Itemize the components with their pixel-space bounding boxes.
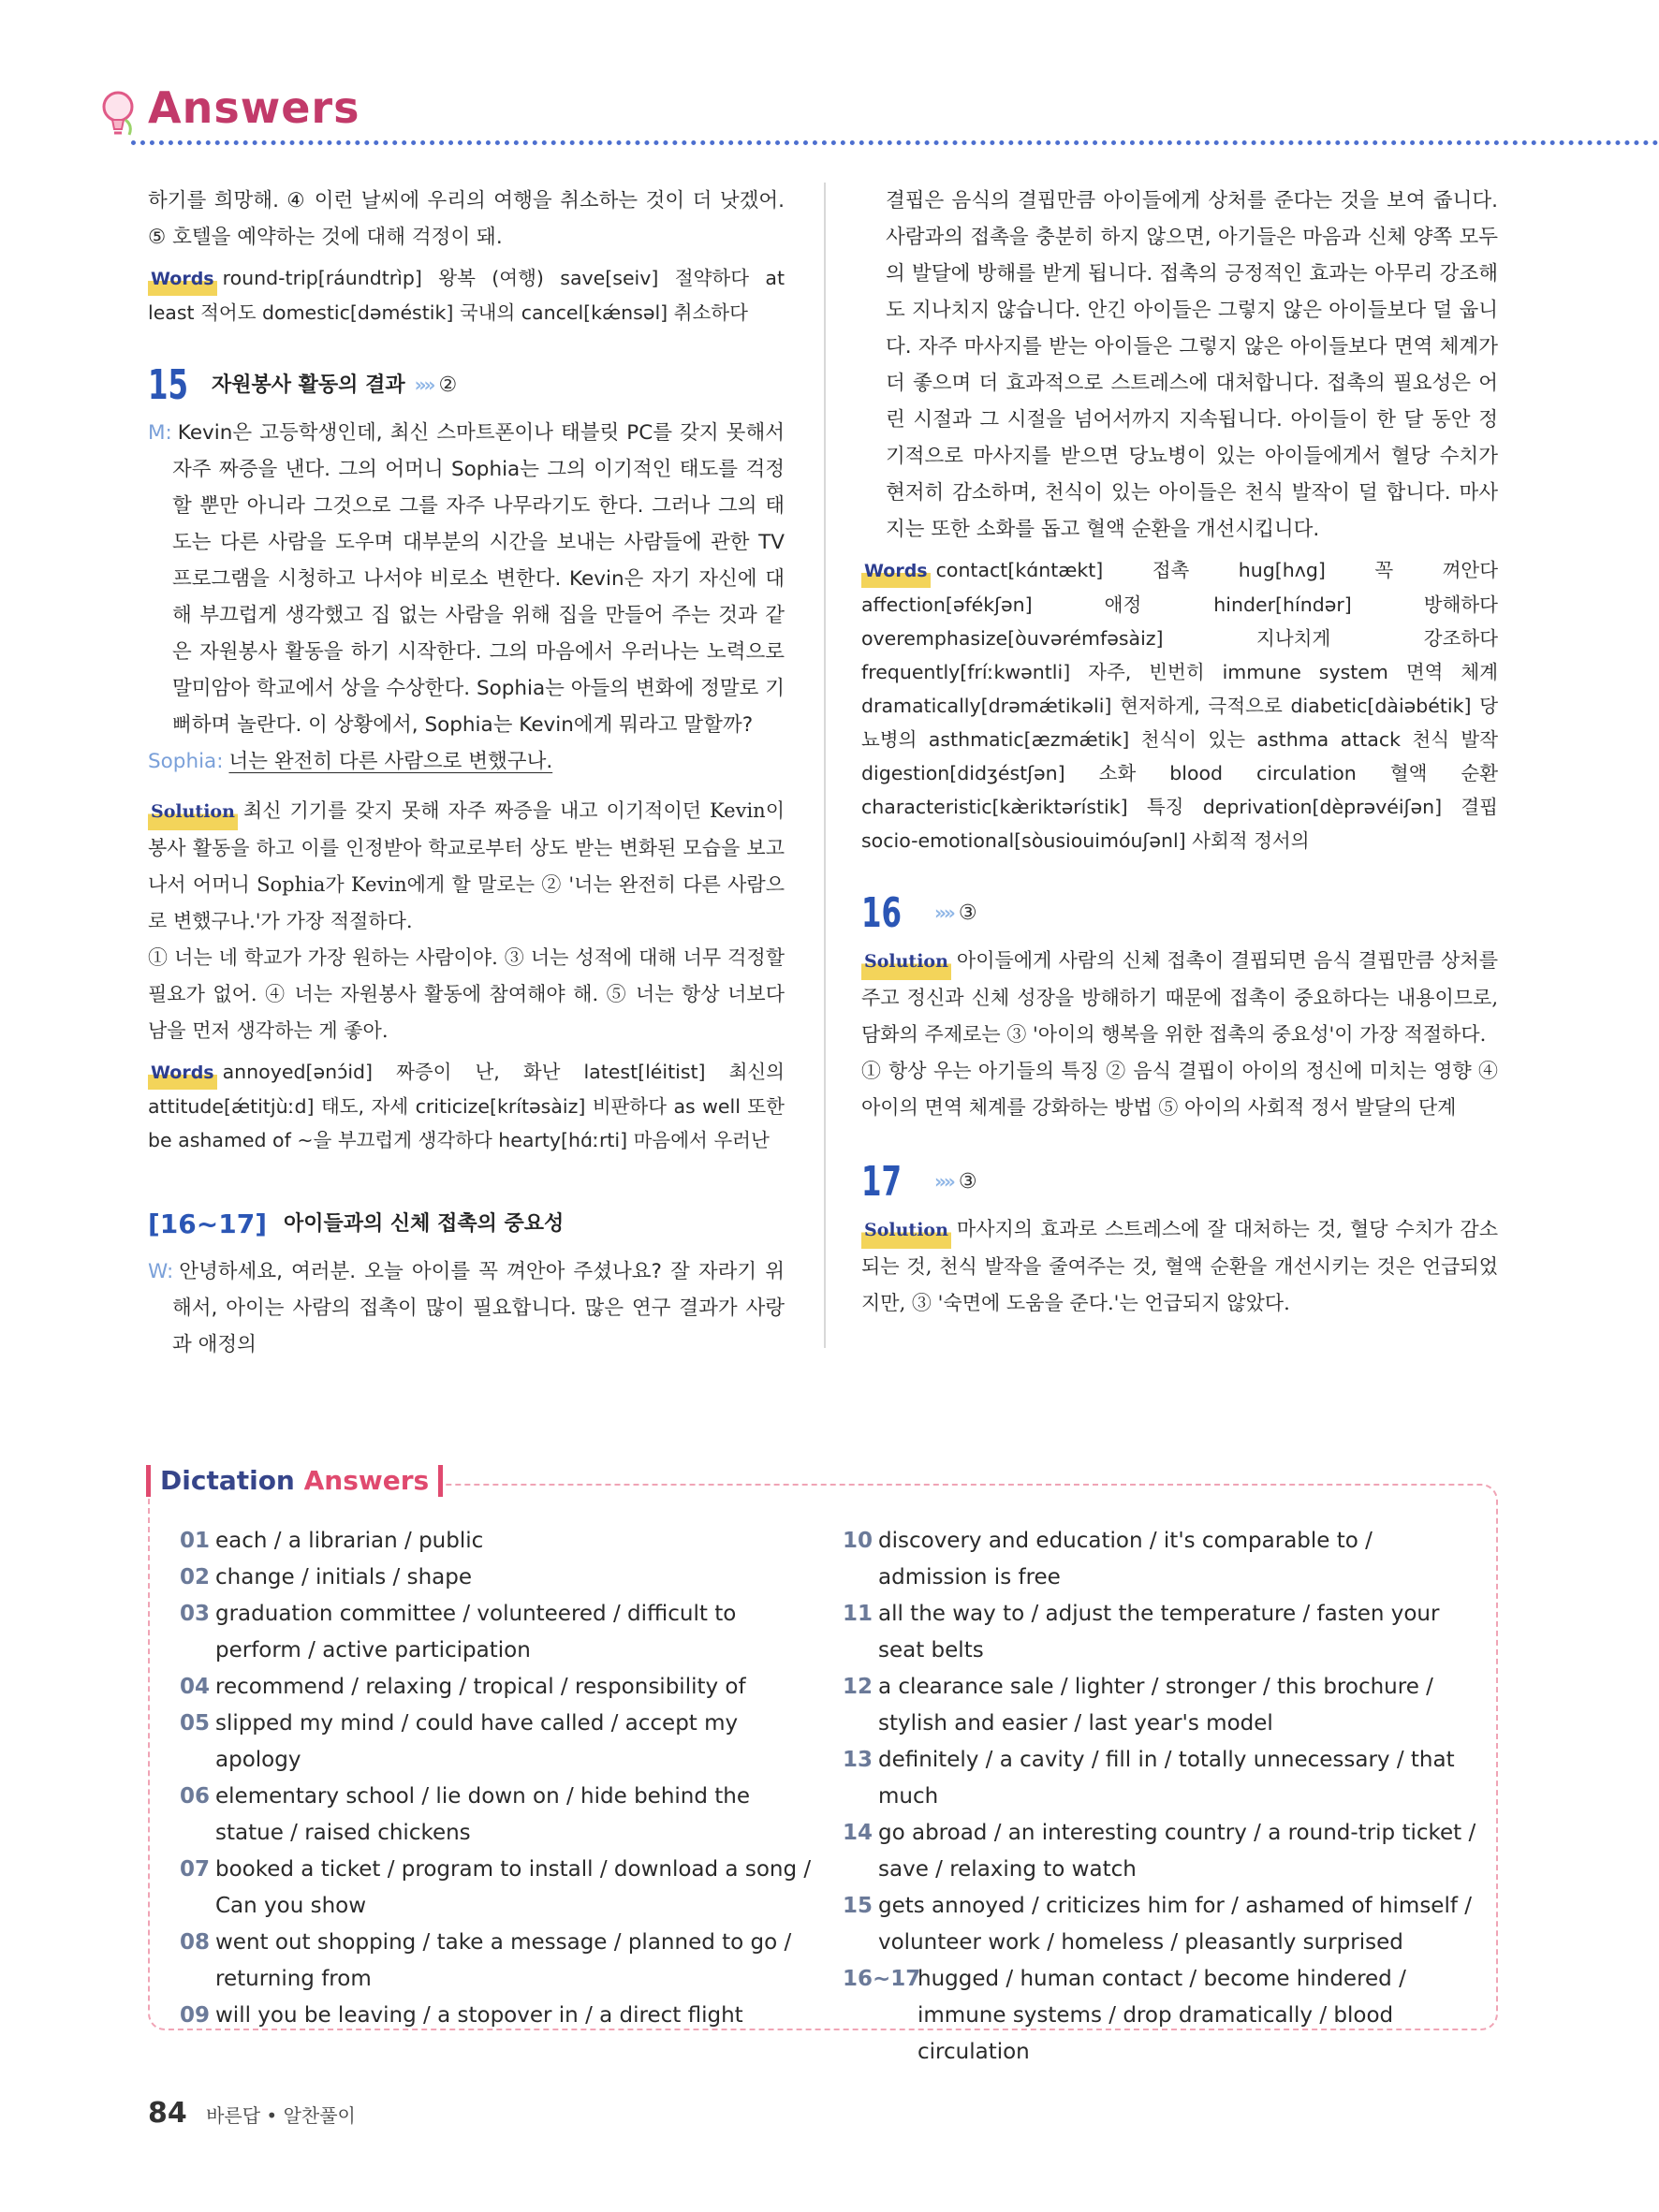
words-text: round-trip[ráundtrìp] 왕복 (여행) save[seiv] 절약하다 at least 적어도 domestic[dəméstik] 국내의 cancel[kǽnsəl] 취소하다 bbox=[148, 267, 785, 324]
question-number: 16 bbox=[861, 889, 902, 937]
dictation-item bbox=[843, 1961, 1479, 2071]
item-number: 12 bbox=[843, 1675, 874, 1699]
script-continued: 결핍은 음식의 결핍만큼 아이들에게 상처를 준다는 것을 보여 줍니다. 사람과의 접촉을 충분히 하지 않으면, 아기들은 마음과 신체 양쪽 모두의 발달에 방해를 받게 됩니다. 접촉의 긍정적인 효과는 아무리 강조해도 지나치지 않습니다. 안긴 아이들은 그렇지 않은 아이들보다 덜 웁니다. 자주 마사지를 받는 아이들은 그렇지 않은 아이들보다 면역 체계가 더 좋으며 더 효과적으로 스트레스에 대처합니다. 접촉의 필요성은 어린 시절과 그 시절을 넘어서까지 지속됩니다. 아이들이 한 달 동안 정기적으로 마사지를 받으면 당뇨병이 있는 아이들에게서 혈당 수치가 현저히 감소하며, 천식이 있는 아이들은 천식 발작이 덜 합니다. 마사지는 또한 소화를 돕고 혈액 순환을 개선시킵니다. bbox=[886, 189, 1498, 541]
item-number: 16~17 bbox=[843, 1967, 921, 1991]
item-number: 05 bbox=[180, 1711, 211, 1736]
speaker-label: Sophia: bbox=[148, 750, 224, 773]
item-text: discovery and education / it's comparable to / admission is free bbox=[878, 1529, 1373, 1589]
words-label: Words bbox=[861, 554, 931, 588]
item-text: will you be leaving / a stopover in / a direct flight bbox=[215, 2003, 743, 2028]
item-number: 13 bbox=[843, 1748, 874, 1772]
item-text: booked a ticket / program to install / download a song / Can you show bbox=[215, 1857, 812, 1918]
item-number: 03 bbox=[180, 1602, 211, 1626]
question-17-header bbox=[861, 1158, 1498, 1206]
page-footer bbox=[148, 2097, 356, 2130]
page-header bbox=[94, 82, 1659, 157]
solution-text: 마사지의 효과로 스트레스에 잘 대처하는 것, 혈당 수치가 감소되는 것, 천식 발작을 줄여주는 것, 혈액 순환을 개선시키는 것은 언급되었지만, ③ '숙면에 도움을 준다.'는 언급되지 않았다. bbox=[861, 1218, 1498, 1314]
solution-17 bbox=[861, 1211, 1498, 1322]
dictation-item bbox=[180, 1779, 816, 1852]
page-title: Answers bbox=[148, 82, 360, 133]
dictation-item bbox=[180, 1560, 816, 1596]
question-title: 자원봉사 활동의 결과 bbox=[212, 374, 405, 397]
answer-line: 너는 완전히 다른 사람으로 변했구나. bbox=[228, 750, 553, 773]
item-number: 09 bbox=[180, 2003, 211, 2028]
item-number: 07 bbox=[180, 1857, 211, 1882]
dictation-item bbox=[180, 1596, 816, 1669]
item-text: change / initials / shape bbox=[215, 1565, 473, 1589]
item-number: 11 bbox=[843, 1602, 874, 1626]
script-man bbox=[148, 415, 785, 743]
item-text: each / a librarian / public bbox=[215, 1529, 484, 1553]
question-15-header bbox=[148, 361, 785, 409]
dictation-left-column bbox=[180, 1523, 816, 2034]
dictation-item bbox=[843, 1888, 1479, 1961]
words-block-15 bbox=[148, 1055, 785, 1157]
question-answer: ③ bbox=[958, 1170, 977, 1194]
footer-label: 바른답 • 알찬풀이 bbox=[206, 2104, 356, 2127]
item-number: 06 bbox=[180, 1784, 211, 1809]
words-text: contact[kɑ́ntækt] 접촉 hug[hʌg] 꼭 껴안다 affection[əfékʃən] 애정 hinder[híndər] 방해하다 overemphasize[òuvərémfəsàiz] 지나치게 강조하다 frequently[fríːkwəntli] 자주, 빈번히 immune system 면역 체계 dramatically[drəmǽtikəli] 현저하게, 극적으로 diabetic[dàiəbétik] 당뇨병의 asthmatic[æzmǽtik] 천식이 있는 asthma attack 천식 발작 digestion[didʒéstʃən] 소화 blood circulation 혈액 순환 characteristic[kæ̀riktərístik] 특징 deprivation[dèprəvéiʃən] 결핍 socio-emotional[sòusiouimóuʃənl] 사회적 정서의 bbox=[861, 559, 1498, 852]
words-block-1617 bbox=[861, 553, 1498, 857]
question-1617-header bbox=[148, 1206, 785, 1242]
speaker-label: W: bbox=[148, 1260, 174, 1283]
left-column bbox=[148, 183, 785, 1363]
dictation-item bbox=[180, 1925, 816, 1998]
dictation-title bbox=[146, 1465, 443, 1497]
item-number: 04 bbox=[180, 1675, 211, 1699]
question-answer: ③ bbox=[958, 901, 977, 925]
dictation-item bbox=[843, 1596, 1479, 1669]
solution-text: 최신 기기를 갖지 못해 자주 짜증을 내고 이기적이던 Kevin이 봉사 활동을 하고 이를 인정받아 학교로부터 상도 받는 변화된 모습을 보고 나서 어머니 Sophia가 Kevin에게 할 말로는 ② '너는 완전히 다른 사람으로 변했구나.'가 가장 적절하다. bbox=[148, 799, 785, 932]
column-divider bbox=[824, 183, 826, 1348]
solution-label: Solution bbox=[861, 1212, 951, 1249]
question-16-header bbox=[861, 889, 1498, 937]
dictation-item bbox=[180, 1669, 816, 1706]
question-number: 17 bbox=[861, 1158, 902, 1206]
solution-text: 아이들에게 사람의 신체 접촉이 결핍되면 음식 결핍만큼 상처를 주고 정신과 신체 성장을 방해하기 때문에 접촉이 중요하다는 내용이므로, 담화의 주제로는 ③ '아이의 행복을 위한 접촉의 중요성'이 가장 적절하다. bbox=[861, 949, 1498, 1046]
header-dotted-rule bbox=[131, 140, 1659, 145]
left-intro-text: 하기를 희망해. ④ 이런 날씨에 우리의 여행을 취소하는 것이 더 낫겠어. ⑤ 호텔을 예약하는 것에 대해 걱정이 돼. bbox=[148, 189, 785, 249]
question-answer: ② bbox=[438, 374, 458, 397]
dictation-title-b: Answers bbox=[303, 1465, 430, 1496]
words-block-14 bbox=[148, 261, 785, 330]
item-number: 14 bbox=[843, 1821, 874, 1845]
item-text: elementary school / lie down on / hide behind the statue / raised chickens bbox=[215, 1784, 751, 1845]
item-text: hugged / human contact / become hindered / immune systems / drop dramatically / blood circulation bbox=[918, 1967, 1406, 2064]
dictation-right-column bbox=[843, 1523, 1479, 2071]
options-15: ① 너는 네 학교가 가장 원하는 사람이야. ③ 너는 성적에 대해 너무 걱정할 필요가 없어. ④ 너는 자원봉사 활동에 참여해야 해. ⑤ 너는 항상 너보다 남을 먼저 생각하는 게 좋아. bbox=[148, 946, 785, 1042]
solution-15 bbox=[148, 793, 785, 940]
options-16: ① 항상 우는 아기들의 특징 ② 음식 결핍이 아이의 정신에 미치는 영향 ④ 아이의 면역 체계를 강화하는 방법 ⑤ 아이의 사회적 정서 발달의 단계 bbox=[861, 1060, 1498, 1119]
script-text: 안녕하세요, 여러분. 오늘 아이를 꼭 껴안아 주셨나요? 잘 자라기 위해서, 아이는 사람의 접촉이 많이 필요합니다. 많은 연구 결과가 사랑과 애정의 bbox=[172, 1260, 785, 1356]
item-text: definitely / a cavity / fill in / totally unnecessary / that much bbox=[878, 1748, 1455, 1809]
speaker-label: M: bbox=[148, 421, 172, 445]
dictation-item bbox=[843, 1523, 1479, 1596]
item-number: 15 bbox=[843, 1894, 874, 1918]
page-number: 84 bbox=[148, 2097, 187, 2130]
item-text: recommend / relaxing / tropical / responsibility of bbox=[215, 1675, 746, 1699]
solution-16 bbox=[861, 943, 1498, 1053]
item-text: slipped my mind / could have called / accept my apology bbox=[215, 1711, 739, 1772]
item-number: 02 bbox=[180, 1565, 211, 1589]
dictation-item bbox=[843, 1815, 1479, 1888]
words-label: Words bbox=[148, 262, 217, 296]
double-chevron-icon: »» bbox=[414, 374, 433, 396]
solution-label: Solution bbox=[148, 794, 238, 830]
double-chevron-icon: »» bbox=[934, 1170, 953, 1193]
dictation-item bbox=[180, 1706, 816, 1779]
words-label: Words bbox=[148, 1056, 217, 1090]
item-number: 08 bbox=[180, 1930, 211, 1955]
words-text: annoyed[ənɔ́id] 짜증이 난, 화난 latest[léitist] 최신의 attitude[ǽtitjùːd] 태도, 자세 criticize[krítəsàiz] 비판하다 as well 또한 be ashamed of ~을 부끄럽게 생각하다 hearty[hɑ́ːrti] 마음에서 우러난 bbox=[148, 1061, 785, 1151]
item-text: all the way to / adjust the temperature / fasten your seat belts bbox=[878, 1602, 1440, 1663]
item-number: 10 bbox=[843, 1529, 874, 1553]
item-text: a clearance sale / lighter / stronger / this brochure / stylish and easier / last year's model bbox=[878, 1675, 1433, 1736]
dictation-item bbox=[180, 1852, 816, 1925]
script-sophia bbox=[148, 743, 785, 780]
dictation-item bbox=[843, 1742, 1479, 1815]
item-text: graduation committee / volunteered / difficult to perform / active participation bbox=[215, 1602, 737, 1663]
lightbulb-icon bbox=[99, 88, 140, 139]
question-title: 아이들과의 신체 접촉의 중요성 bbox=[283, 1212, 565, 1236]
item-text: gets annoyed / criticizes him for / ashamed of himself / volunteer work / homeless / pleasantly surprised bbox=[878, 1894, 1472, 1955]
solution-label: Solution bbox=[861, 944, 951, 980]
question-number: 15 bbox=[148, 361, 188, 409]
dictation-answers-box bbox=[148, 1465, 1498, 2064]
script-text: Kevin은 고등학생인데, 최신 스마트폰이나 태블릿 PC를 갖지 못해서 자주 짜증을 낸다. 그의 어머니 Sophia는 그의 이기적인 태도를 걱정할 뿐만 아니라 그것으로 그를 자주 나무라기도 한다. 그러나 그의 태도는 다른 사람을 도우며 대부분의 시간을 보내는 사람들에 관한 TV 프로그램을 시청하고 나서야 비로소 변한다. Kevin은 자기 자신에 대해 부끄럽게 생각했고 집 없는 사람을 위해 집을 만들어 주는 것과 같은 자원봉사 활동을 하기 시작한다. 그의 마음에서 우러나는 노력으로 말미암아 학교에서 상을 수상한다. Sophia는 아들의 변화에 정말로 기뻐하며 놀란다. 이 상황에서, Sophia는 Kevin에게 뭐라고 말할까? bbox=[172, 421, 785, 737]
dictation-item bbox=[843, 1669, 1479, 1742]
dictation-title-a: Dictation bbox=[160, 1465, 295, 1496]
right-column bbox=[861, 183, 1498, 1322]
script-woman bbox=[148, 1253, 785, 1363]
item-text: go abroad / an interesting country / a round-trip ticket / save / relaxing to watch bbox=[878, 1821, 1476, 1882]
item-text: went out shopping / take a message / planned to go / returning from bbox=[215, 1930, 792, 1991]
question-number: [16~17] bbox=[148, 1209, 267, 1239]
dictation-item bbox=[180, 1998, 816, 2034]
dictation-item bbox=[180, 1523, 816, 1560]
item-number: 01 bbox=[180, 1529, 211, 1553]
double-chevron-icon: »» bbox=[934, 901, 953, 924]
